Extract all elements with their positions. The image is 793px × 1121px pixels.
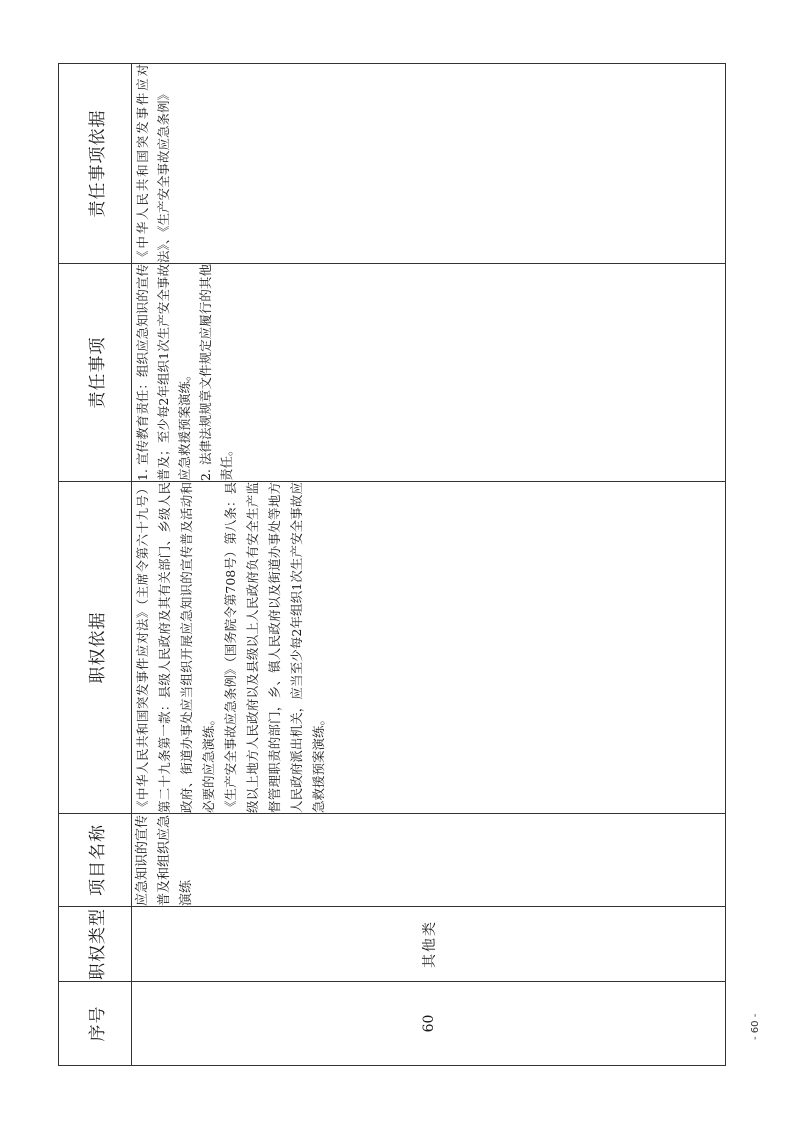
row-type: 其他类 (132, 907, 726, 982)
basis-paragraph: 《生产安全事故应急条例》（国务院令第708号）第八条：县级以上地方人民政府以及县级以上人民政府负有安全生产监督管理职责的部门，乡、镇人民政府以及街道办事处等地方人民政府派出机关，应当至少每2年组织1次生产安全事故应急救援预案演练。 (223, 482, 326, 813)
row-basis (132, 482, 726, 814)
duty-table (58, 63, 726, 1066)
duty-item: 2. 法律法规规章文件规定应履行的其他责任。 (198, 264, 234, 481)
header-num: 序号 (59, 982, 132, 1066)
basis-paragraph: 《中华人民共和国突发事件应对法》（主席令第六十九号）第二十九条第一款：县级人民政府及其有关部门、乡级人民政府、街道办事处应当组织开展应急知识的宣传普及活动和必要的应急演练。 (135, 482, 216, 813)
header-basis: 职权依据 (59, 482, 132, 814)
header-type: 职权类型 (59, 907, 132, 982)
table-row (132, 64, 726, 1066)
row-ref: 《中华人民共和国突发事件应对法》、《生产安全事故应急条例》 (132, 64, 726, 264)
header-duty: 责任事项 (59, 264, 132, 482)
rotated-table-container (58, 64, 726, 1066)
row-duty (132, 264, 726, 482)
header-ref: 责任事项依据 (59, 64, 132, 264)
header-row (59, 64, 132, 1066)
row-num: 60 (132, 982, 726, 1066)
duty-item: 1. 宣传教育责任：组织应急知识的宣传普及；至少每2年组织1次生产安全事故应急救援预案演练。 (135, 264, 192, 481)
header-name: 项目名称 (59, 814, 132, 907)
row-name: 应急知识的宣传普及和组织应急演练 (132, 814, 726, 907)
page-number: - 60 - (750, 1013, 761, 1040)
